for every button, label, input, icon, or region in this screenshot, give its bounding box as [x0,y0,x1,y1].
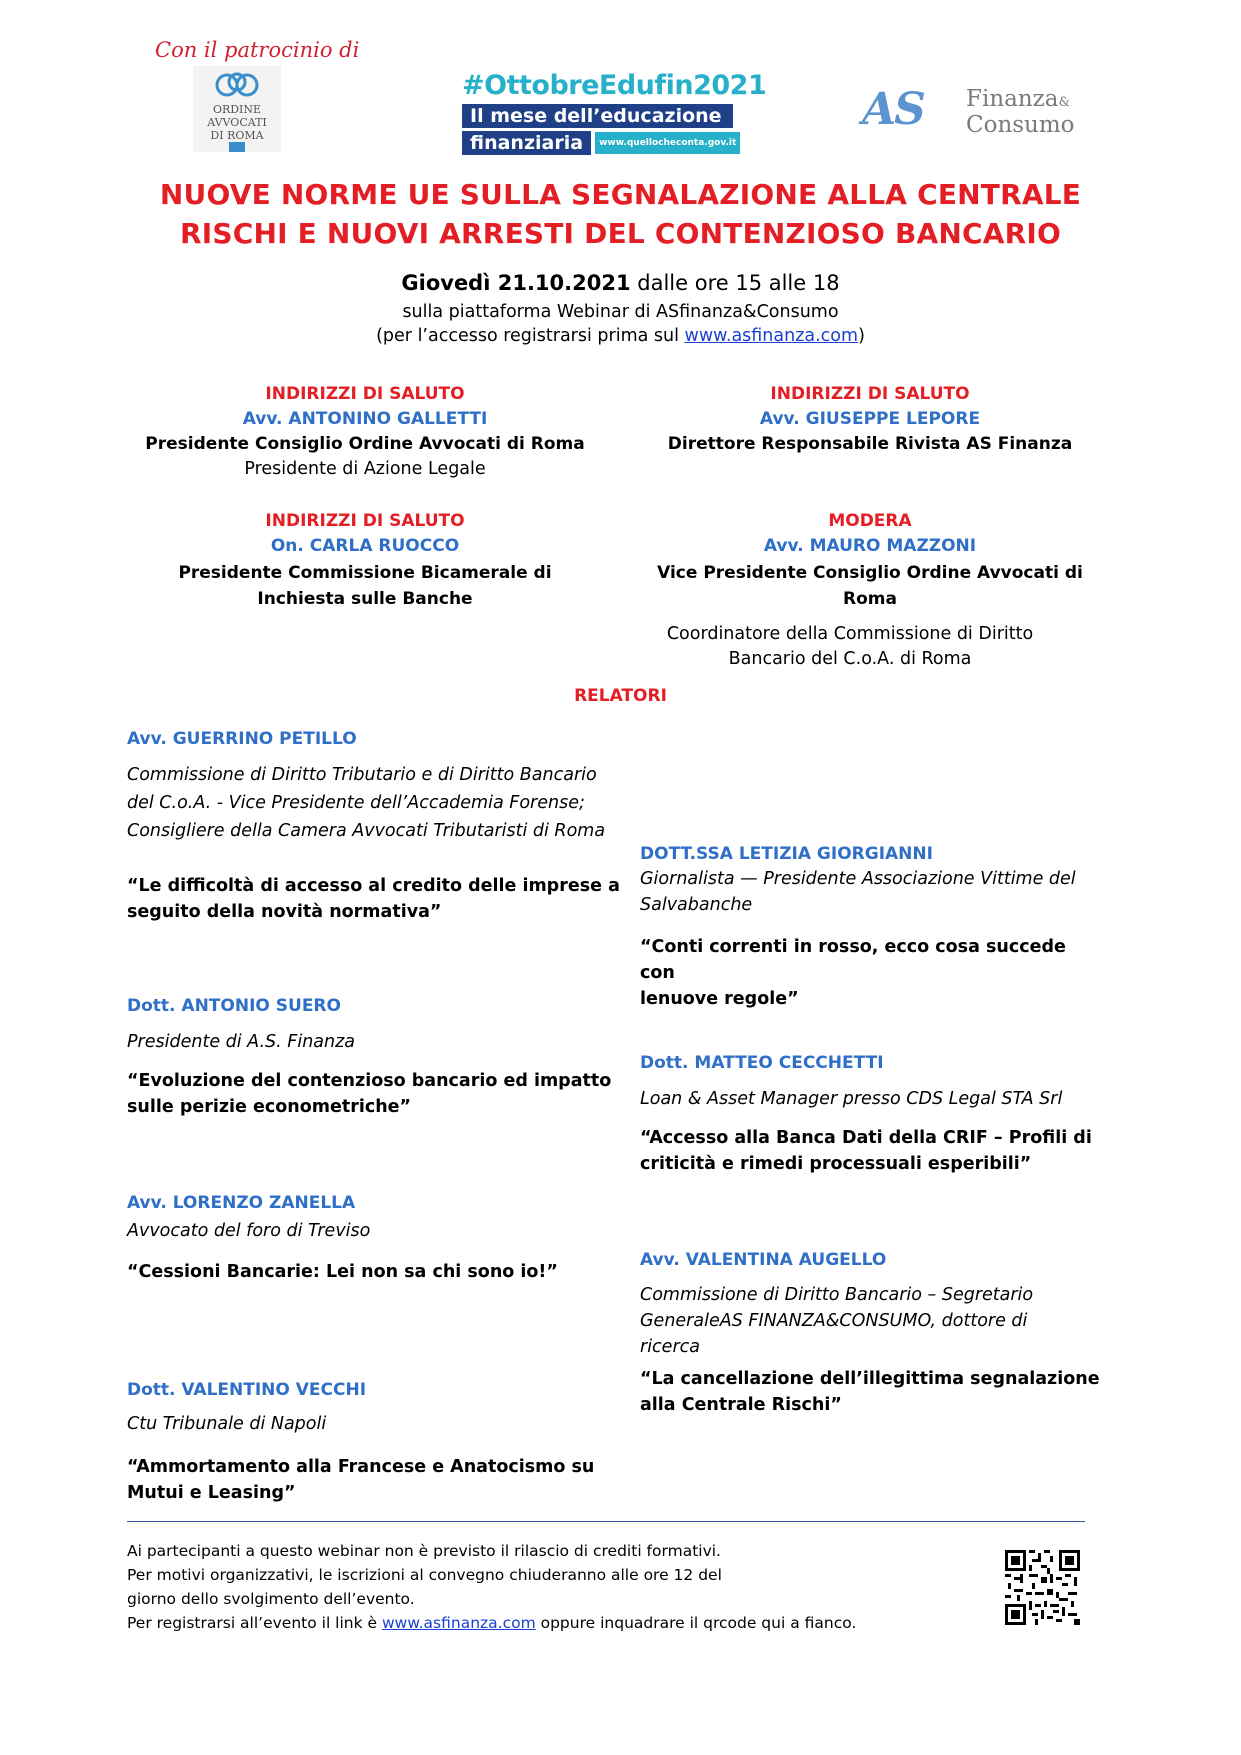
speaker-card [127,996,627,1120]
welcome-role: Direttore Responsabile Rivista AS Finanza [667,434,1073,454]
ordine-avvocati-roma-logo [193,66,281,152]
speaker-card [127,1380,627,1506]
qr-code-icon[interactable] [1005,1550,1080,1625]
speaker-card [127,1193,627,1285]
speaker-desc: Commissione di Diritto Tributario e di Diritto Bancario del C.o.A. - Vice Presidente dell’Accademia Forense; Consigliere della Camera Avvocati Tributaristi di Roma [127,765,606,841]
title-line: NUOVE NORME UE SULLA SEGNALAZIONE ALLA CENTRALE [159,178,1082,211]
as-mark-icon: AS [862,84,924,135]
event-date-bold: Giovedì 21.10.2021 [401,271,631,295]
welcome-block [640,382,1100,457]
footer-line: Per registrarsi all’evento il link è www.asfinanza.com oppure inquadrare il qrcode qui a fianco. [127,1614,857,1632]
asfc-line2: Consumo [966,112,1075,138]
speaker-card [640,1053,1100,1177]
speaker-card [127,729,627,925]
oar-logo-mark [229,142,245,152]
moderator-extra: Bancario del C.o.A. di Roma [728,649,972,669]
asfinanza-link[interactable]: www.asfinanza.com [684,326,859,346]
speaker-desc: Avvocato del foro di Treviso [127,1221,371,1241]
speaker-talk: “Conti correnti in rosso, ecco cosa succede con lenuove regole” [640,937,1066,1009]
speaker-talk: “La cancellazione dell’illegittima segnalazione alla Centrale Rischi” [640,1369,1100,1415]
moderator-role: Roma [843,589,897,609]
speaker-name: Dott. ANTONIO SUERO [127,996,341,1016]
speaker-card [640,844,1100,1012]
speaker-name: DOTT.SSA LETIZIA GIORGIANNI [640,844,933,864]
welcome-role: Inchiesta sulle Banche [257,589,473,609]
edufin-line1: Il mese dell’educazione [462,104,733,128]
speaker-name: Avv. VALENTINA AUGELLO [640,1250,887,1270]
speaker-talk: “Accesso alla Banca Dati della CRIF – Profili di criticità e rimedi processuali esperibili” [640,1128,1092,1174]
event-access: (per l’accesso registrarsi prima sul www.asfinanza.com) [376,326,865,346]
footer-notes [127,1539,856,1635]
moderator-block [640,509,1100,672]
welcome-heading: INDIRIZZI DI SALUTO [265,384,465,404]
speaker-name: Dott. VALENTINO VECCHI [127,1380,367,1400]
event-time: dalle ore 15 alle 18 [630,271,840,295]
event-platform: sulla piattaforma Webinar di ASfinanza&Consumo [402,302,839,322]
speaker-desc: Giornalista — Presidente Associazione Vittime del Salvabanche [640,869,1076,915]
footer-line: Ai partecipanti a questo webinar non è previsto il rilascio di crediti formativi. [127,1542,721,1560]
welcome-role: Presidente Consiglio Ordine Avvocati di Roma [145,434,585,454]
welcome-heading: INDIRIZZI DI SALUTO [770,384,970,404]
asfc-amp: & [1058,95,1071,110]
welcome-name: Avv. ANTONINO GALLETTI [242,409,488,429]
asfinanza-footer-link[interactable]: www.asfinanza.com [382,1614,536,1632]
speaker-talk: “Ammortamento alla Francese e Anatocismo su Mutui e Leasing” [127,1457,595,1503]
welcome-block [130,509,600,612]
title-line: RISCHI E NUOVI ARRESTI DEL CONTENZIOSO BANCARIO [179,217,1062,250]
as-finanza-consumo-logo [862,84,1082,138]
welcome-name: Avv. GIUSEPPE LEPORE [759,409,981,429]
speaker-card [640,1250,1100,1418]
welcome-role: Presidente Commissione Bicamerale di [178,563,552,583]
footer-line: Per motivi organizzativi, le iscrizioni al convegno chiuderanno alle ore 12 del [127,1566,722,1584]
ottobre-edufin-logo [462,70,767,155]
edufin-hashtag: #OttobreEdufin2021 [462,70,767,101]
oar-logo-line: ORDINE [212,103,262,116]
edufin-url: www.quellocheconta.gov.it [595,132,740,154]
speaker-talk: “Le difficoltà di accesso al credito delle imprese a seguito della novità normativa” [127,876,620,922]
moderator-extra: Coordinatore della Commissione di Diritto [666,624,1034,644]
speaker-desc: Ctu Tribunale di Napoli [127,1414,327,1434]
speaker-desc: Loan & Asset Manager presso CDS Legal STA Srl [640,1089,1063,1109]
footer-divider [127,1521,1085,1522]
footer-line: giorno dello svolgimento dell’evento. [127,1590,415,1608]
welcome-block [130,382,600,482]
relatori-heading: RELATORI [574,686,667,706]
oar-logo-line: DI ROMA [210,129,264,142]
moderator-heading: MODERA [828,511,912,531]
speaker-name: Avv. LORENZO ZANELLA [127,1193,356,1213]
speaker-talk: “Cessioni Bancarie: Lei non sa chi sono io!” [127,1262,558,1282]
welcome-name: On. CARLA RUOCCO [270,536,460,556]
speaker-name: Dott. MATTEO CECCHETTI [640,1053,884,1073]
event-date [0,271,1241,295]
oar-emblem-icon [215,70,259,100]
patronage-label: Con il patrocinio di [155,38,360,62]
speaker-talk: “Evoluzione del contenzioso bancario ed impatto sulle perizie econometriche” [127,1071,612,1117]
asfc-line1: Finanza& [966,86,1071,112]
speaker-desc: Presidente di A.S. Finanza [127,1032,356,1052]
event-title [0,175,1241,253]
oar-logo-line: AVVOCATI [207,116,267,129]
speaker-desc: Commissione di Diritto Bancario – Segretario GeneraleAS FINANZA&CONSUMO, dottore di ricerca [640,1285,1034,1357]
moderator-role: Vice Presidente Consiglio Ordine Avvocati di [657,563,1083,583]
speaker-name: Avv. GUERRINO PETILLO [127,729,357,749]
welcome-extra: Presidente di Azione Legale [244,459,486,479]
moderator-name: Avv. MAURO MAZZONI [763,536,977,556]
edufin-line2: finanziaria [462,131,591,155]
welcome-heading: INDIRIZZI DI SALUTO [265,511,465,531]
